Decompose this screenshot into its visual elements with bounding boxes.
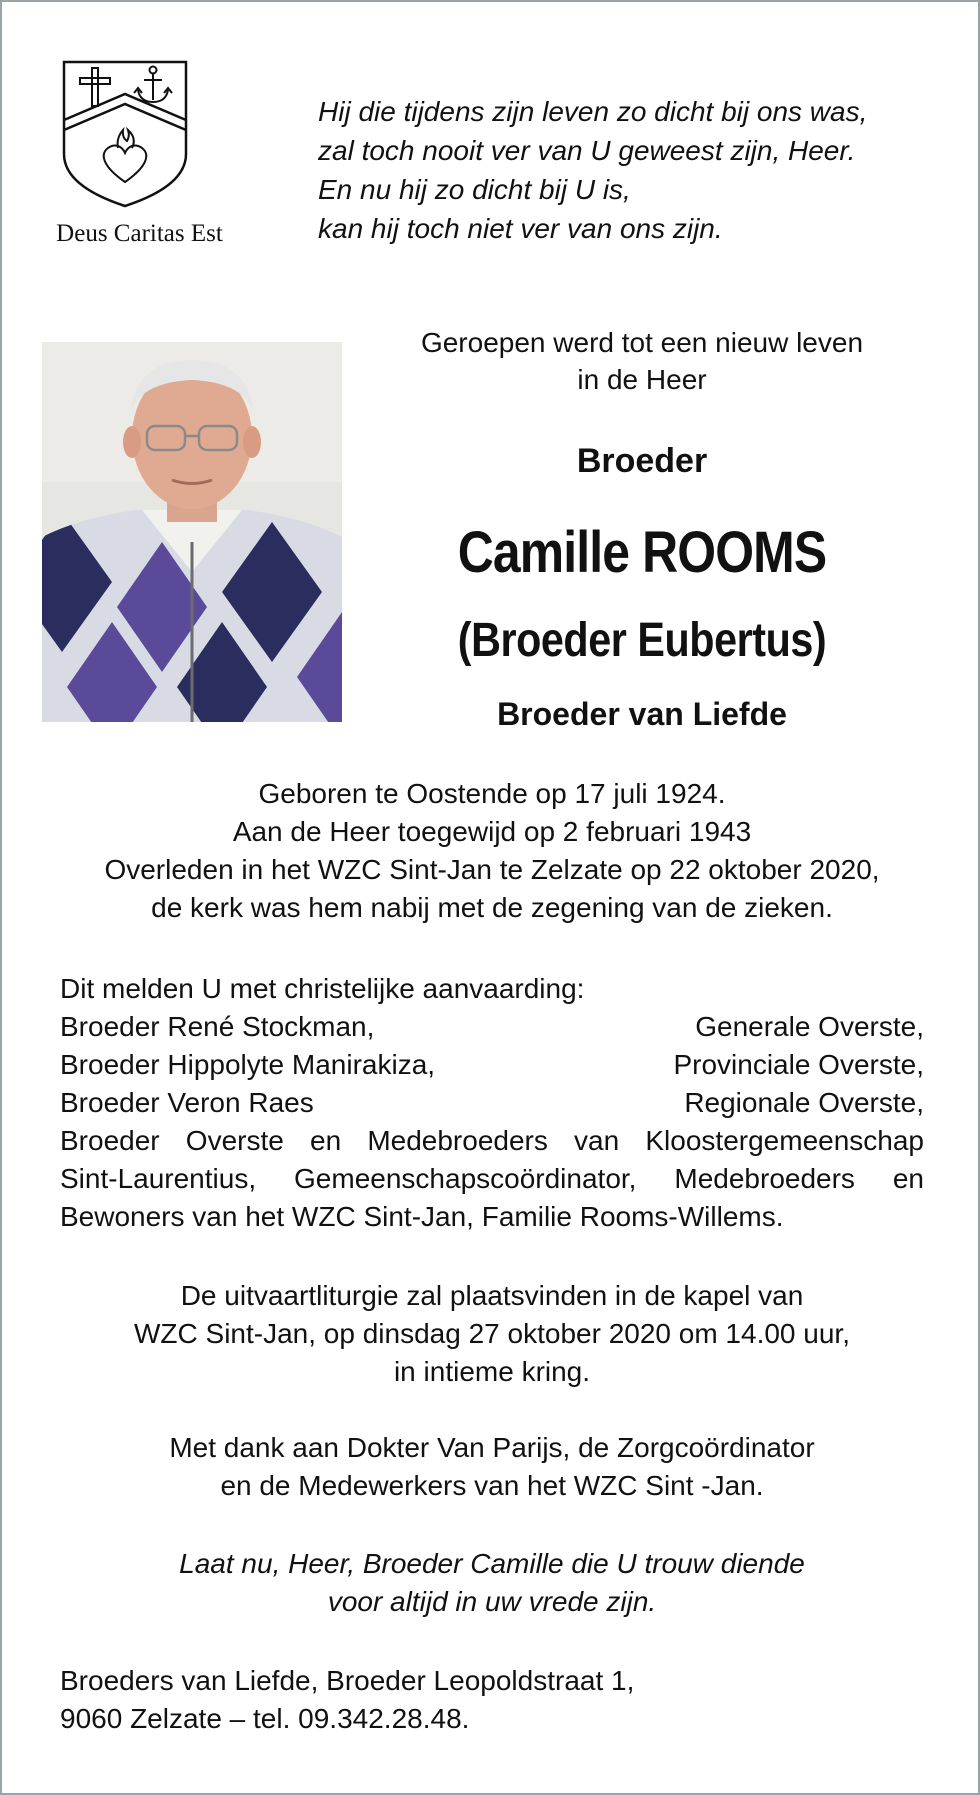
signatory-name: Broeder René Stockman,: [60, 1011, 375, 1042]
address-line: 9060 Zelzate – tel. 09.342.28.48.: [60, 1703, 470, 1734]
crest-motto: Deus Caritas Est: [56, 220, 223, 247]
dates-line: de kerk was hem nabij met de zegening van de zieken.: [151, 892, 833, 923]
signatory-name: Broeder Veron Raes: [60, 1087, 314, 1118]
dates-line: Overleden in het WZC Sint-Jan te Zelzate op 22 oktober 2020,: [104, 854, 880, 885]
prayer-line: voor altijd in uw vrede zijn.: [327, 1586, 657, 1617]
poem-line: En nu hij zo dicht bij U is,: [318, 174, 631, 205]
signatory-name: Broeder Hippolyte Manirakiza,: [60, 1049, 436, 1080]
signatory-role: Provinciale Overste,: [673, 1049, 924, 1080]
life-dates: [42, 775, 942, 927]
poem-line: zal toch nooit ver van U geweest zijn, Heer.: [318, 135, 856, 166]
notification-block: [60, 970, 924, 1236]
others-line: Broeder Overste en Medebroeders van Kloostergemeenschap: [60, 1125, 924, 1156]
called-line: Geroepen werd tot een nieuw leven: [420, 327, 864, 358]
deceased-name: Camille ROOMS: [457, 520, 827, 585]
signatory-row: [60, 1046, 924, 1084]
others-line: Sint-Laurentius, Gemeenschapscoördinator, Medebroeders en: [60, 1163, 924, 1194]
signatory-row: [60, 1008, 924, 1046]
congregation: Broeder van Liefde: [497, 696, 787, 732]
thanks-line: en de Medewerkers van het WZC Sint -Jan.: [220, 1470, 764, 1501]
portrait-photo-image: [42, 342, 342, 722]
closing-prayer: [42, 1545, 942, 1621]
notify-intro: Dit melden U met christelijke aanvaarding:: [60, 973, 585, 1004]
signatory-row: [60, 1084, 924, 1122]
funeral-info: [42, 1277, 942, 1391]
portrait-photo: [42, 342, 342, 722]
called-text: [372, 324, 912, 398]
poem-line: Hij die tijdens zijn leven zo dicht bij ons was,: [318, 96, 868, 127]
dates-line: Geboren te Oostende op 17 juli 1924.: [258, 778, 726, 809]
poem: [318, 92, 867, 248]
others-line: Bewoners van het WZC Sint-Jan, Familie Rooms-Willems.: [60, 1201, 784, 1232]
coat-of-arms: [60, 58, 190, 208]
poem-line: kan hij toch niet ver van ons zijn.: [318, 213, 723, 244]
address-line: Broeders van Liefde, Broeder Leopoldstraat 1,: [60, 1665, 635, 1696]
deceased-religious-name: (Broeder Eubertus): [457, 614, 827, 667]
deceased-title: Broeder: [576, 442, 708, 480]
signatory-role: Regionale Overste,: [684, 1087, 924, 1118]
thanks-text: [42, 1429, 942, 1505]
funeral-line: in intieme kring.: [393, 1356, 591, 1387]
prayer-line: Laat nu, Heer, Broeder Camille die U trouw diende: [179, 1548, 805, 1579]
dates-line: Aan de Heer toegewijd op 2 februari 1943: [232, 816, 752, 847]
called-line: in de Heer: [577, 364, 707, 395]
contact-address: [60, 1662, 634, 1738]
funeral-line: De uitvaartliturgie zal plaatsvinden in de kapel van: [180, 1280, 804, 1311]
signatory-role: Generale Overste,: [695, 1011, 924, 1042]
funeral-line: WZC Sint-Jan, op dinsdag 27 oktober 2020 om 14.00 uur,: [134, 1318, 850, 1349]
thanks-line: Met dank aan Dokter Van Parijs, de Zorgcoördinator: [169, 1432, 815, 1463]
